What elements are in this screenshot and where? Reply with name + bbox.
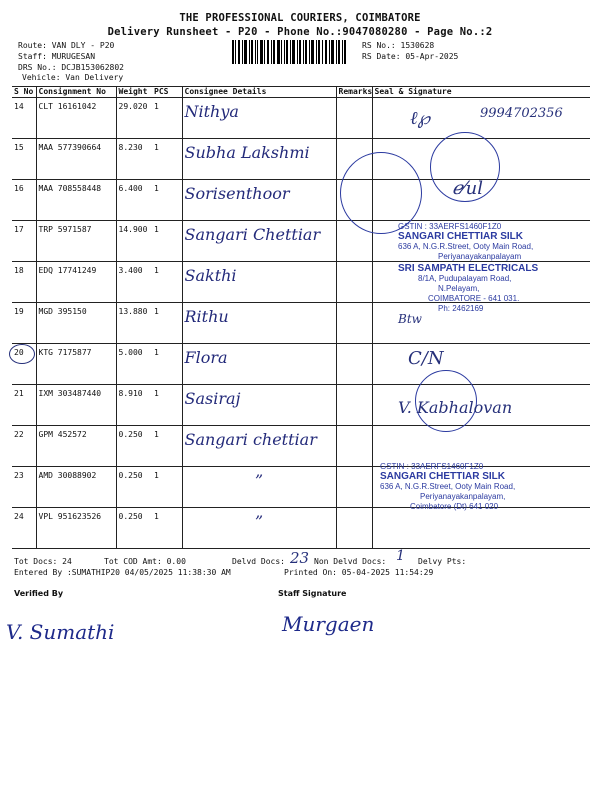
signature-scribble: Btw bbox=[398, 312, 422, 326]
signature-scribble: ℯ⁄ul bbox=[452, 178, 484, 199]
remarks-cell bbox=[336, 426, 372, 467]
remarks-cell bbox=[336, 303, 372, 344]
column-header: Seal & Signature bbox=[372, 87, 590, 98]
serial-number: 19 bbox=[12, 303, 36, 344]
company-title: THE PROFESSIONAL COURIERS, COIMBATORE bbox=[179, 12, 421, 24]
remarks-cell bbox=[336, 385, 372, 426]
column-header: PCS bbox=[152, 87, 182, 98]
consignment-number: CLT 16161042 bbox=[36, 98, 116, 139]
verified-by-label: Verified By bbox=[14, 589, 64, 598]
weight-cell: 3.400 bbox=[116, 262, 152, 303]
consignee-handwritten-name: Sasiraj bbox=[184, 389, 241, 408]
consignee-handwritten-name: Sangari Chettiar bbox=[184, 225, 321, 244]
weight-cell: 29.020 bbox=[116, 98, 152, 139]
delivered-docs-value: 23 bbox=[290, 549, 310, 567]
remarks-cell bbox=[336, 262, 372, 303]
pcs-cell: 1 bbox=[152, 467, 182, 508]
pcs-cell: 1 bbox=[152, 508, 182, 549]
drs-number: DRS No.: DCJB153062802 bbox=[18, 63, 124, 72]
serial-number: 24 bbox=[12, 508, 36, 549]
table-row bbox=[12, 180, 590, 221]
serial-number: 22 bbox=[12, 426, 36, 467]
consignment-number: EDQ 17741249 bbox=[36, 262, 116, 303]
serial-number: 20 bbox=[12, 344, 36, 385]
consignment-number: TRP 5971587 bbox=[36, 221, 116, 262]
consignment-number: AMD 30088902 bbox=[36, 467, 116, 508]
remarks-cell bbox=[336, 467, 372, 508]
column-header: S No bbox=[12, 87, 36, 98]
weight-cell: 8.910 bbox=[116, 385, 152, 426]
remarks-cell bbox=[336, 508, 372, 549]
serial-number: 18 bbox=[12, 262, 36, 303]
consignment-number: VPL 951623526 bbox=[36, 508, 116, 549]
shop-name: SRI SAMPATH ELECTRICALS bbox=[398, 263, 539, 274]
gstin-text: GSTIN : 33AERFS1460F1Z0 bbox=[380, 462, 484, 471]
table-row bbox=[12, 508, 590, 549]
shop-stamp-1 bbox=[398, 222, 533, 262]
serial-number: 15 bbox=[12, 139, 36, 180]
rs-date: RS Date: 05-Apr-2025 bbox=[362, 52, 459, 61]
pcs-cell: 1 bbox=[152, 262, 182, 303]
vehicle-info: Vehicle: Van Delivery bbox=[22, 73, 124, 82]
shop-address: Periyanayakanpalayam bbox=[438, 252, 522, 261]
table-header-row bbox=[12, 87, 590, 98]
gstin-text: GSTIN : 33AERFS1460F1Z0 bbox=[398, 222, 502, 231]
column-header: Consignment No bbox=[36, 87, 116, 98]
weight-cell: 14.900 bbox=[116, 221, 152, 262]
consignment-number: GPM 452572 bbox=[36, 426, 116, 467]
verified-signature: V. Sumathi bbox=[6, 620, 115, 644]
shop-address: 636 A, N.G.R.Street, Ooty Main Road, bbox=[398, 242, 534, 251]
shop-phone: Ph: 2462169 bbox=[438, 304, 484, 313]
barcode bbox=[232, 40, 346, 64]
non-delivered-docs-label: Non Delvd Docs: bbox=[314, 557, 387, 566]
shop-address: Coimbatore (Dt) 641 020 bbox=[410, 502, 499, 511]
staff-signature: Murgaen bbox=[282, 612, 375, 636]
remarks-cell bbox=[336, 344, 372, 385]
table-row bbox=[12, 139, 590, 180]
route-info: Route: VAN DLY - P20 bbox=[18, 41, 115, 50]
consignment-number: KTG 7175877 bbox=[36, 344, 116, 385]
shop-address: N.Pelayam, bbox=[438, 284, 480, 293]
serial-number: 21 bbox=[12, 385, 36, 426]
staff-signature-label: Staff Signature bbox=[278, 589, 347, 598]
weight-cell: 13.880 bbox=[116, 303, 152, 344]
entered-by: Entered By :SUMATHIP20 04/05/2025 11:38:30 AM bbox=[14, 568, 231, 577]
runsheet-subtitle: Delivery Runsheet - P20 - Phone No.:9047080280 - Page No.:2 bbox=[107, 26, 493, 38]
signature-scribble: ℓ℘ bbox=[410, 108, 431, 129]
consignment-number: MAA 708558448 bbox=[36, 180, 116, 221]
shop-name: SANGARI CHETTIAR SILK bbox=[380, 471, 505, 482]
weight-cell: 0.250 bbox=[116, 426, 152, 467]
pcs-cell: 1 bbox=[152, 303, 182, 344]
serial-number: 14 bbox=[12, 98, 36, 139]
consignee-handwritten-name: Sangari chettiar bbox=[184, 430, 317, 449]
consignee-handwritten-name: Sakthi bbox=[184, 266, 237, 285]
printed-on: Printed On: 05-04-2025 11:54:29 bbox=[284, 568, 434, 577]
consignee-handwritten-name: ” bbox=[254, 512, 264, 531]
seal-signature-cell bbox=[372, 344, 590, 385]
column-header: Remarks bbox=[336, 87, 372, 98]
serial-number: 23 bbox=[12, 467, 36, 508]
weight-cell: 6.400 bbox=[116, 180, 152, 221]
table-row bbox=[12, 426, 590, 467]
weight-cell: 8.230 bbox=[116, 139, 152, 180]
shop-address: 636 A, N.G.R.Street, Ooty Main Road, bbox=[380, 482, 516, 491]
rs-number: RS No.: 1530628 bbox=[362, 41, 435, 50]
handwritten-phone: 9994702356 bbox=[480, 106, 563, 121]
consignee-handwritten-name: Flora bbox=[184, 348, 228, 367]
pcs-cell: 1 bbox=[152, 98, 182, 139]
total-docs: Tot Docs: 24 bbox=[14, 557, 72, 566]
pcs-cell: 1 bbox=[152, 426, 182, 467]
shop-address: COIMBATORE - 641 031. bbox=[428, 294, 520, 303]
consignment-number: MAA 577390664 bbox=[36, 139, 116, 180]
table-row bbox=[12, 344, 590, 385]
delivery-points-label: Delvy Pts: bbox=[418, 557, 467, 566]
cn-mark: C/N bbox=[408, 348, 444, 369]
shop-address: Periyanayakanpalayam, bbox=[420, 492, 506, 501]
pcs-cell: 1 bbox=[152, 180, 182, 221]
pcs-cell: 1 bbox=[152, 344, 182, 385]
pcs-cell: 1 bbox=[152, 221, 182, 262]
column-header: Weight bbox=[116, 87, 152, 98]
pcs-cell: 1 bbox=[152, 385, 182, 426]
consignee-handwritten-name: Nithya bbox=[184, 102, 239, 121]
consignee-handwritten-name: Subha Lakshmi bbox=[184, 143, 310, 162]
total-cod-amount: Tot COD Amt: 0.00 bbox=[104, 557, 186, 566]
shop-address: 8/1A, Pudupalayam Road, bbox=[418, 274, 512, 283]
shop-stamp-2 bbox=[398, 264, 538, 314]
pcs-cell: 1 bbox=[152, 139, 182, 180]
signature-scribble: V. Kabhalovan bbox=[398, 398, 513, 417]
serial-number: 16 bbox=[12, 180, 36, 221]
seal-signature-cell bbox=[372, 426, 590, 467]
consignment-number: MGD 395150 bbox=[36, 303, 116, 344]
serial-circle-mark bbox=[9, 344, 35, 364]
weight-cell: 5.000 bbox=[116, 344, 152, 385]
consignee-handwritten-name: ” bbox=[254, 471, 264, 490]
shop-stamp-3 bbox=[380, 462, 515, 512]
column-header: Consignee Details bbox=[182, 87, 336, 98]
delivered-docs-label: Delvd Docs: bbox=[232, 557, 285, 566]
serial-number: 17 bbox=[12, 221, 36, 262]
weight-cell: 0.250 bbox=[116, 467, 152, 508]
consignee-handwritten-name: Rithu bbox=[184, 307, 229, 326]
seal-signature-cell bbox=[372, 508, 590, 549]
weight-cell: 0.250 bbox=[116, 508, 152, 549]
consignee-handwritten-name: Sorisenthoor bbox=[184, 184, 290, 203]
staff-info: Staff: MURUGESAN bbox=[18, 52, 96, 61]
shop-name: SANGARI CHETTIAR SILK bbox=[398, 231, 523, 242]
consignment-number: IXM 303487440 bbox=[36, 385, 116, 426]
remarks-cell bbox=[336, 98, 372, 139]
non-delivered-docs-value: 1 bbox=[396, 548, 405, 564]
